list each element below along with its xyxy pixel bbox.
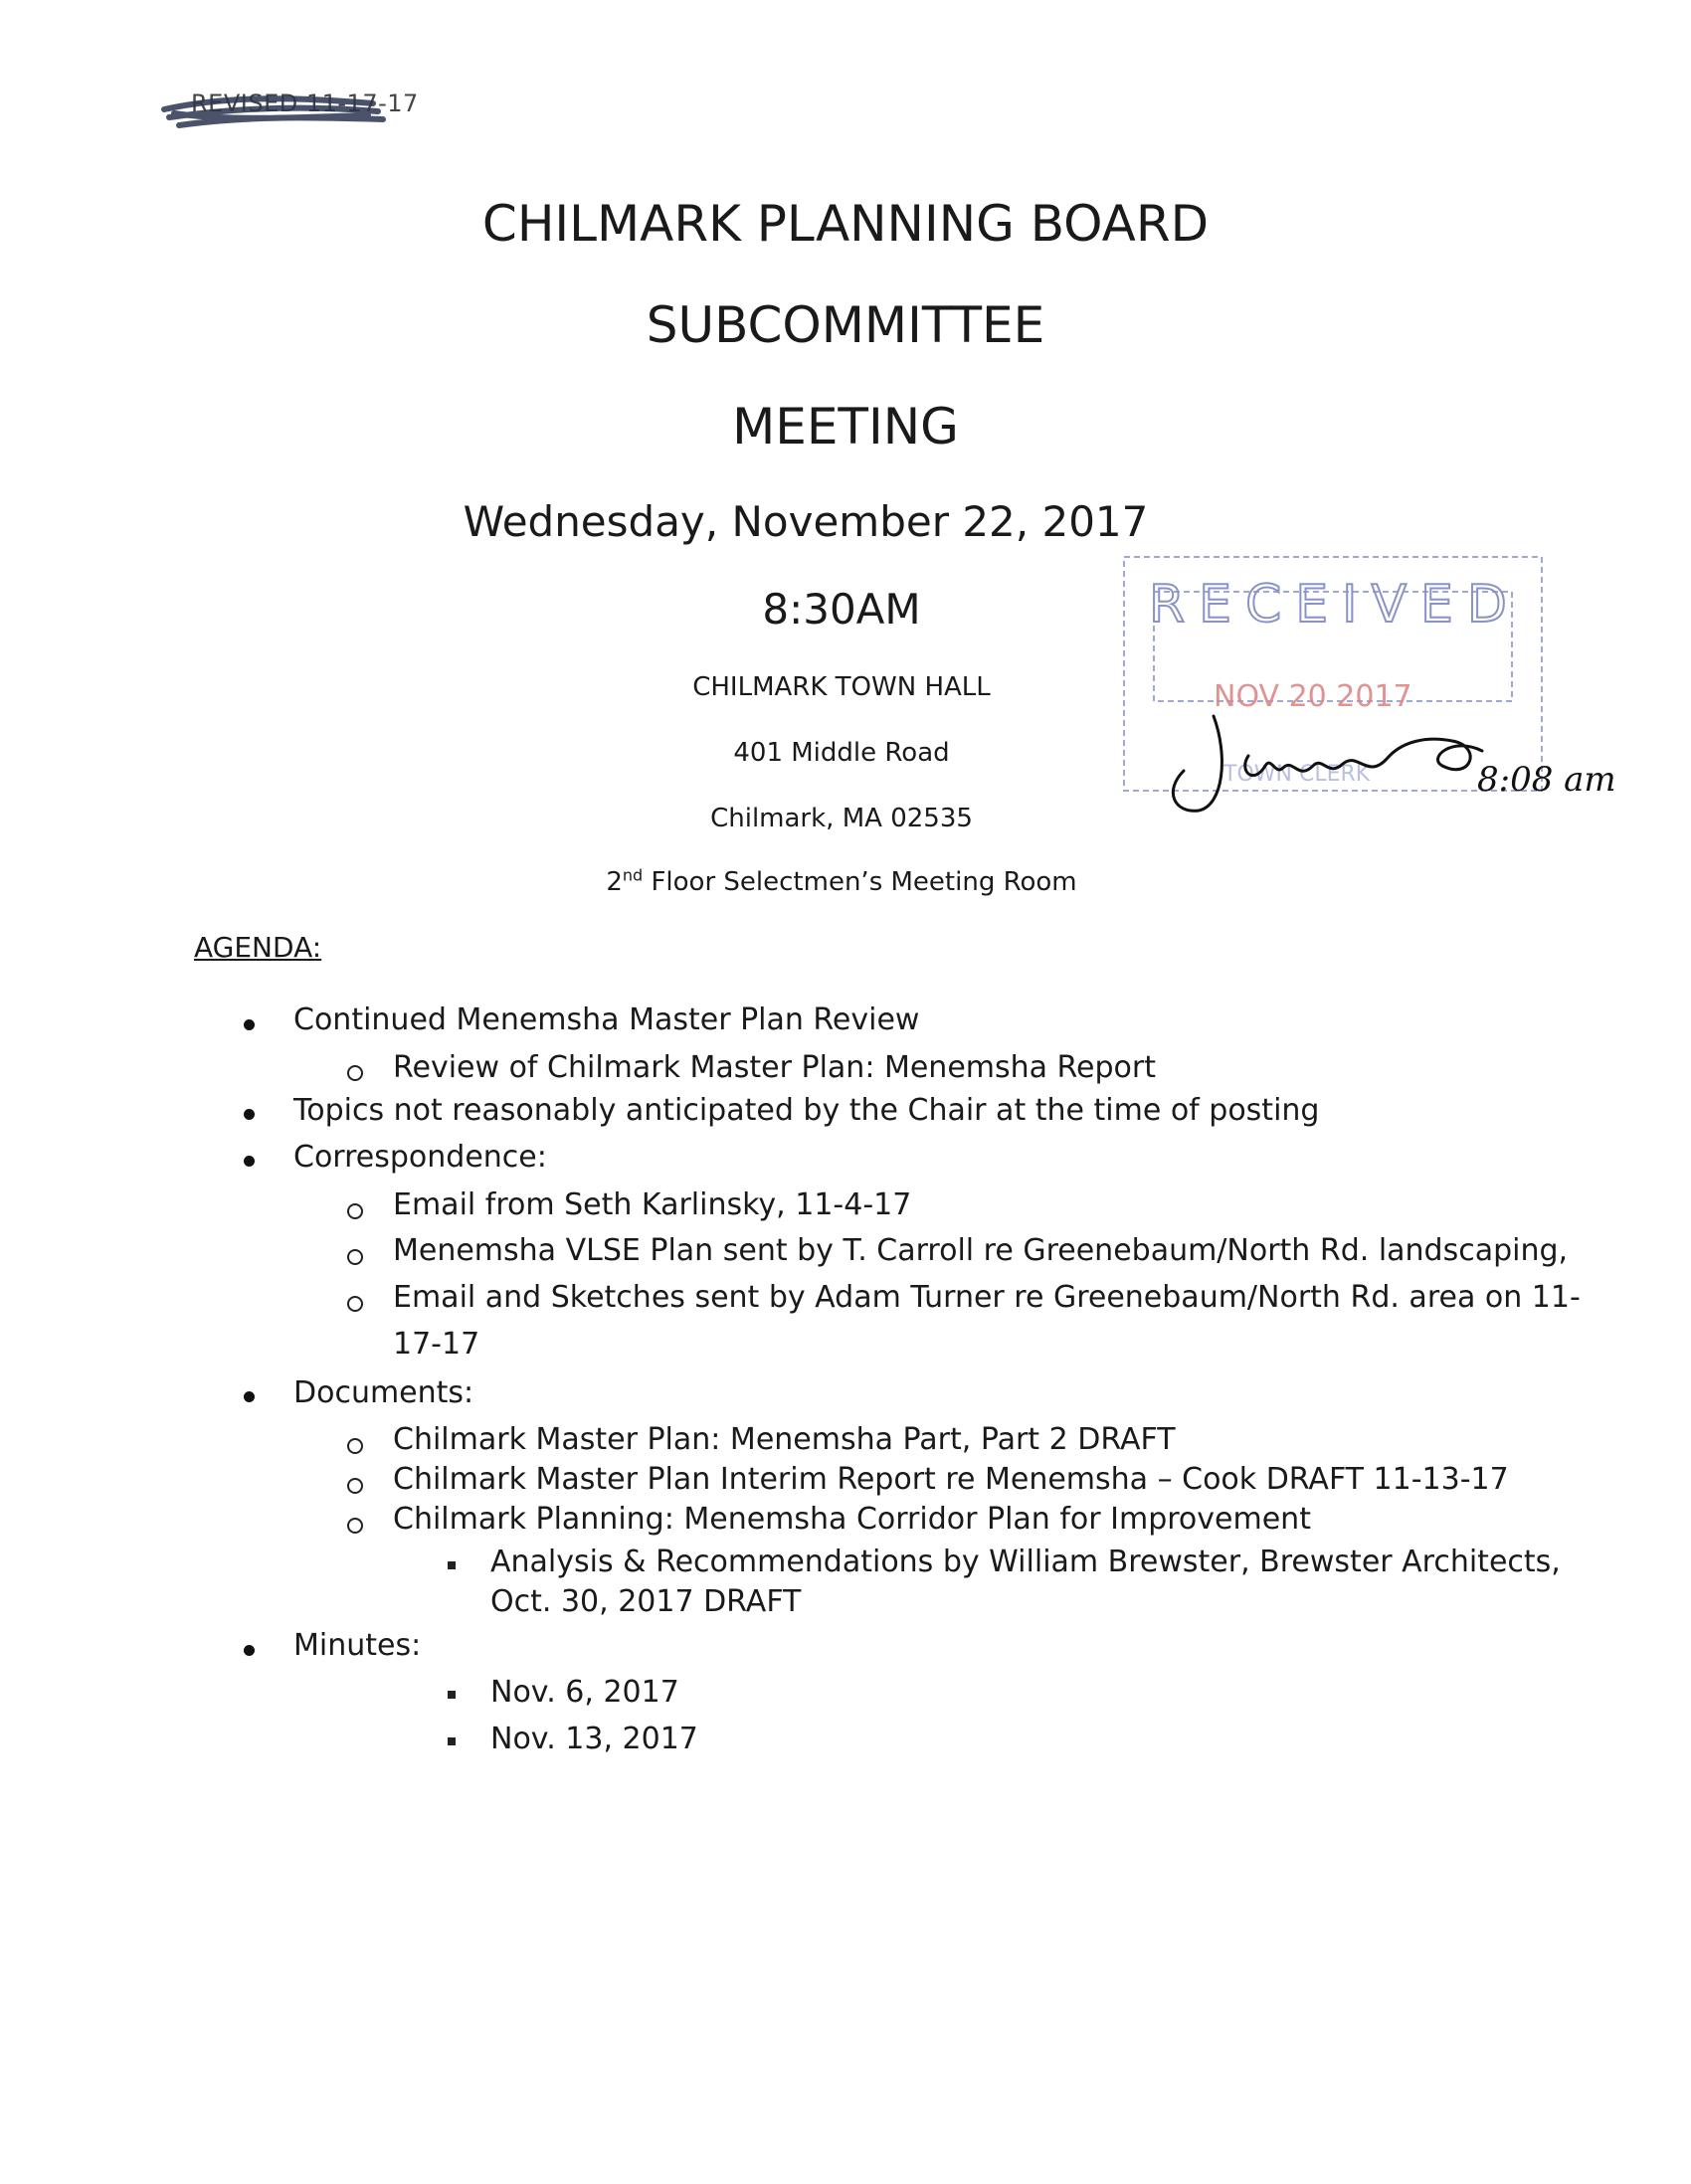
agenda-subsubitem: Nov. 6, 2017 <box>490 1675 679 1710</box>
bullet-square-icon <box>448 1737 456 1745</box>
bullet-circle-icon <box>347 1203 363 1219</box>
room-floor-suffix: nd <box>622 865 644 885</box>
room-name: Floor Selectmen’s Meeting Room <box>643 867 1077 897</box>
scribble-mark <box>159 88 418 137</box>
agenda-subitem: Chilmark Master Plan Interim Report re Menemsha – Cook DRAFT 11-13-17 <box>393 1462 1509 1497</box>
agenda-subitem-continued: 17-17 <box>393 1327 480 1362</box>
agenda-subitem: Review of Chilmark Master Plan: Menemsha Report <box>393 1050 1157 1085</box>
meeting-location: CHILMARK TOWN HALL <box>692 672 991 702</box>
bullet-circle-icon <box>347 1478 363 1494</box>
bullet-dot-icon <box>244 1391 255 1402</box>
agenda-item: Continued Menemsha Master Plan Review <box>293 1002 920 1037</box>
agenda-item: Documents: <box>293 1375 474 1410</box>
meeting-date: Wednesday, November 22, 2017 <box>463 497 1149 546</box>
title-line-2: SUBCOMMITTEE <box>646 296 1045 354</box>
handwritten-signature <box>1154 696 1616 845</box>
agenda-subsubitem: Analysis & Recommendations by William Brewster, Brewster Architects, <box>490 1545 1561 1579</box>
svg-text:TOWN CLERK: TOWN CLERK <box>1223 762 1371 787</box>
agenda-subitem: Email and Sketches sent by Adam Turner re Greenebaum/North Rd. area on 11- <box>393 1280 1581 1315</box>
bullet-dot-icon <box>244 1019 255 1030</box>
bullet-square-icon <box>448 1691 456 1699</box>
svg-text:RECEIVED: RECEIVED <box>1149 575 1521 635</box>
bullet-circle-icon <box>347 1296 363 1312</box>
revised-note: REVISED 11-17-17 <box>191 90 419 117</box>
title-line-3: MEETING <box>732 398 959 455</box>
agenda-subsubitem: Nov. 13, 2017 <box>490 1722 698 1756</box>
svg-text:8:08 am: 8:08 am <box>1477 760 1616 800</box>
agenda-subitem: Chilmark Master Plan: Menemsha Part, Part 2 DRAFT <box>393 1422 1176 1457</box>
bullet-circle-icon <box>347 1249 363 1265</box>
agenda-heading: AGENDA: <box>194 931 322 964</box>
agenda-item: Topics not reasonably anticipated by the Chair at the time of posting <box>293 1093 1320 1128</box>
bullet-circle-icon <box>347 1065 363 1081</box>
bullet-circle-icon <box>347 1438 363 1454</box>
agenda-item: Minutes: <box>293 1628 422 1663</box>
meeting-room <box>0 867 1687 897</box>
meeting-time: 8:30AM <box>762 585 921 634</box>
meeting-city: Chilmark, MA 02535 <box>710 804 973 833</box>
title-line-1: CHILMARK PLANNING BOARD <box>481 195 1210 253</box>
room-floor-number: 2 <box>606 867 623 897</box>
bullet-dot-icon <box>244 1645 255 1656</box>
svg-text:NOV 20 2017: NOV 20 2017 <box>1214 679 1412 714</box>
agenda-subitem: Chilmark Planning: Menemsha Corridor Plan for Improvement <box>393 1502 1311 1537</box>
bullet-dot-icon <box>244 1109 255 1120</box>
agenda-item: Correspondence: <box>293 1140 547 1175</box>
agenda-subsubitem-continued: Oct. 30, 2017 DRAFT <box>490 1584 802 1619</box>
bullet-dot-icon <box>244 1156 255 1167</box>
agenda-subitem: Email from Seth Karlinsky, 11-4-17 <box>393 1187 912 1222</box>
meeting-street: 401 Middle Road <box>733 738 950 768</box>
bullet-square-icon <box>448 1561 456 1569</box>
bullet-circle-icon <box>347 1518 363 1534</box>
agenda-subitem: Menemsha VLSE Plan sent by T. Carroll re Greenebaum/North Rd. landscaping, <box>393 1233 1569 1268</box>
